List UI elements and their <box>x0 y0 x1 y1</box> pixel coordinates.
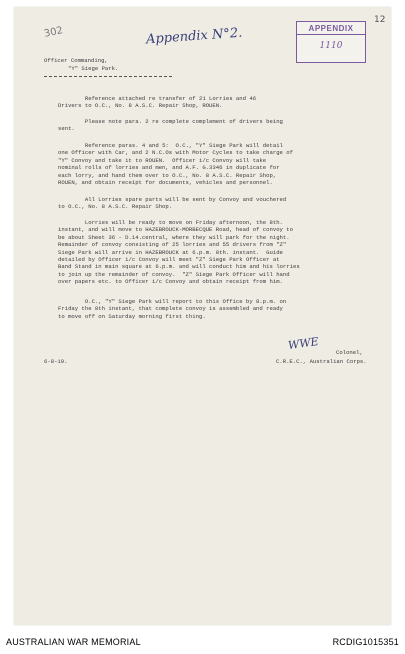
appendix-stamp <box>296 21 366 63</box>
signature-rank: Colonel, <box>336 349 363 356</box>
paragraph-5: Lorries will be ready to move on Friday afternoon, the 8th. instant, and will move to HAZEBROUCK-MORBECQUE Road, head of convoy to be about Sheet 36 - D.14.central, where they will park for the night. Remainder of convoy consisting of 25 lorries and 55 drivers from "Z" Siege Park will arrive in HAZEBROUCK at 6.p.m. 8th. instant. Guide detailed by Officer i/c Convoy will meet "Z" Siege Park Officer at Band Stand in main square at 6.p.m. and will conduct him and his lorries to join up the remainder of convoy. "Z" Siege Park Officer will hand over papers etc. to Officer i/c Convoy and obtain receipt from him. <box>58 219 300 286</box>
addressee-underline <box>44 76 172 77</box>
handwritten-title: Appendix N°2. <box>145 25 243 48</box>
signature-unit: C.R.E.C., Australian Corps. <box>276 358 367 365</box>
footer-record-id: RCDIG1015351 <box>332 637 399 647</box>
paragraph-2: Please note para. 2 re complete complement of drivers being sent. <box>58 118 283 133</box>
paragraph-1: Reference attached re transfer of 21 Lorries and 46 Drivers to O.C., No. 8 A.S.C. Repair Shop, ROUEN. <box>58 95 257 110</box>
footer-institution: AUSTRALIAN WAR MEMORIAL <box>6 637 141 647</box>
addressee-line-2: "Y" Siege Park. <box>68 65 119 72</box>
stamp-number: 1110 <box>319 41 343 51</box>
document-page <box>14 7 391 625</box>
pencil-number: 302 <box>43 25 65 40</box>
page-number: 12 <box>374 15 386 25</box>
stamp-title: APPENDIX <box>297 22 365 35</box>
document-date: 6-8-19. <box>44 358 68 365</box>
paragraph-6: O.C., "Y" Siege Park will report to this Office by 8.p.m. on Friday the 8th instant, that complete convoy is assembled and ready to move off on Saturday morning first thing. <box>58 298 287 320</box>
addressee-line-1: Officer Commanding, <box>44 57 108 64</box>
signature-initials: WWE <box>287 334 320 353</box>
paragraph-4: All Lorries spare parts will be sent by Convoy and vouchered to O.C., No. 8 A.S.C. Repair Shop. <box>58 196 287 211</box>
paragraph-3: Reference paras. 4 and 5: O.C., "Y" Siege Park will detail one Officer with Car, and 2 N.C.Os with Motor Cycles to take charge of "Y" Convoy and take it to ROUEN. Officer i/c Convoy will take nominal rolls of lorries and men, and A.F. G.3346 in duplicate for each lorry, and hand them over to O.C., No. 8 A.S.C. Repair Shop, ROUEN, and obtain receipt for documents, vehicles and personnel. <box>58 142 293 187</box>
